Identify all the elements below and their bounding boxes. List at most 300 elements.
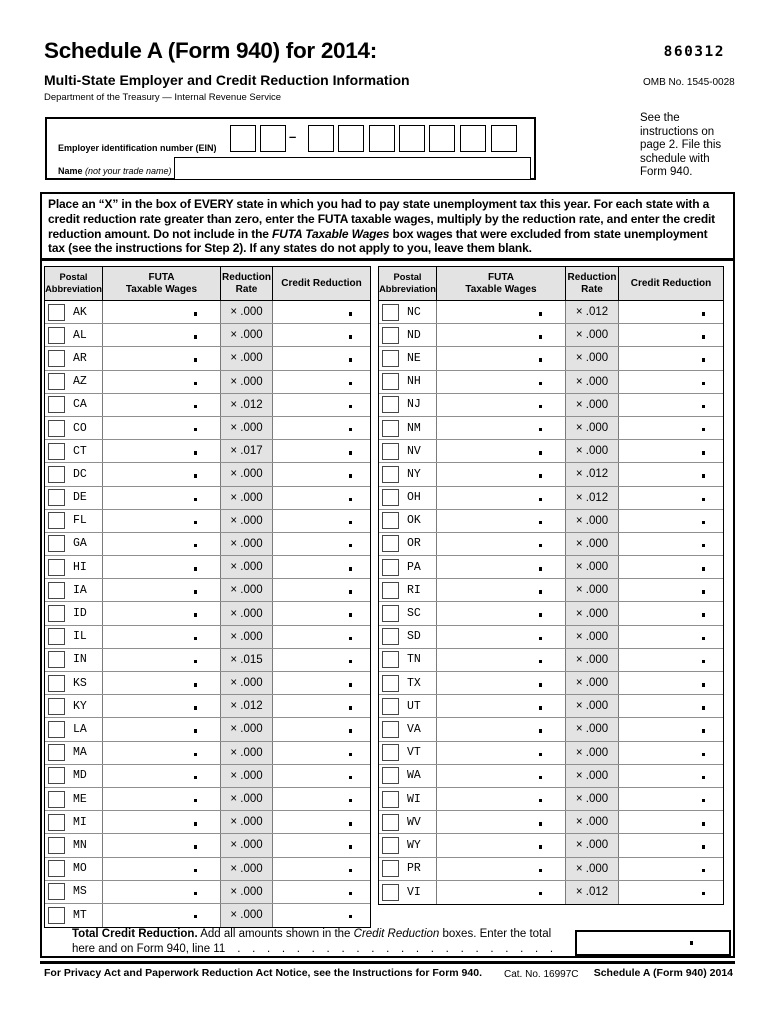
credit-reduction-field-IN[interactable] <box>273 649 370 671</box>
state-row <box>379 324 723 347</box>
futa-wages-field-MS[interactable] <box>103 881 221 903</box>
state-checkbox-WY[interactable] <box>382 837 399 854</box>
state-checkbox-AR[interactable] <box>48 350 65 367</box>
state-row <box>45 394 370 417</box>
state-checkbox-MA[interactable] <box>48 744 65 761</box>
state-checkbox-RI[interactable] <box>382 582 399 599</box>
futa-wages-field-KS[interactable] <box>103 672 221 694</box>
futa-wages-field-HI[interactable] <box>103 556 221 578</box>
header-futa-taxable-wages: FUTA Taxable Wages <box>103 267 221 300</box>
state-checkbox-CA[interactable] <box>48 396 65 413</box>
state-checkbox-NM[interactable] <box>382 420 399 437</box>
state-checkbox-ND[interactable] <box>382 327 399 344</box>
state-label-UT: UT <box>407 699 421 713</box>
name-label: Name (not your trade name) <box>58 166 172 176</box>
state-table-right <box>378 266 724 905</box>
futa-wages-field-NC[interactable] <box>437 301 566 323</box>
state-checkbox-IL[interactable] <box>48 628 65 645</box>
postal-cell <box>379 834 437 856</box>
postal-cell <box>379 510 437 532</box>
postal-cell <box>45 371 103 393</box>
state-checkbox-AK[interactable] <box>48 304 65 321</box>
credit-reduction-field-CT[interactable] <box>273 440 370 462</box>
postal-cell <box>379 463 437 485</box>
decimal-dot <box>349 358 353 362</box>
futa-wages-field-WI[interactable] <box>437 788 566 810</box>
postal-cell <box>379 858 437 880</box>
credit-reduction-field-OK[interactable] <box>619 510 723 532</box>
futa-wages-field-FL[interactable] <box>103 510 221 532</box>
futa-wages-field-AR[interactable] <box>103 347 221 369</box>
state-label-CT: CT <box>73 444 87 458</box>
decimal-dot <box>349 521 353 525</box>
reduction-rate-NJ: × .000 <box>566 394 619 416</box>
credit-reduction-field-WI[interactable] <box>619 788 723 810</box>
state-checkbox-NJ[interactable] <box>382 396 399 413</box>
futa-wages-field-VA[interactable] <box>437 718 566 740</box>
state-label-AZ: AZ <box>73 375 87 389</box>
reduction-rate-PA: × .000 <box>566 556 619 578</box>
decimal-dot <box>349 753 353 757</box>
credit-reduction-field-KY[interactable] <box>273 695 370 717</box>
state-checkbox-WA[interactable] <box>382 767 399 784</box>
header-futa-taxable-wages: FUTA Taxable Wages <box>437 267 566 300</box>
credit-reduction-field-GA[interactable] <box>273 533 370 555</box>
state-row <box>379 672 723 695</box>
form-id-footer: Schedule A (Form 940) 2014 <box>593 967 733 979</box>
credit-reduction-field-SD[interactable] <box>619 626 723 648</box>
state-checkbox-MO[interactable] <box>48 860 65 877</box>
credit-reduction-field-ND[interactable] <box>619 324 723 346</box>
postal-cell <box>45 347 103 369</box>
postal-cell <box>379 417 437 439</box>
credit-reduction-field-DE[interactable] <box>273 487 370 509</box>
futa-wages-field-IN[interactable] <box>103 649 221 671</box>
ein-digit-box-8[interactable] <box>460 125 486 152</box>
credit-reduction-field-CO[interactable] <box>273 417 370 439</box>
credit-reduction-field-HI[interactable] <box>273 556 370 578</box>
ein-digit-box-5[interactable] <box>369 125 395 152</box>
futa-wages-field-IA[interactable] <box>103 579 221 601</box>
ein-digit-box-2[interactable] <box>260 125 286 152</box>
state-checkbox-OK[interactable] <box>382 512 399 529</box>
credit-reduction-field-SC[interactable] <box>619 602 723 624</box>
futa-wages-field-SC[interactable] <box>437 602 566 624</box>
credit-reduction-field-CA[interactable] <box>273 394 370 416</box>
postal-cell <box>379 672 437 694</box>
reduction-rate-SC: × .000 <box>566 602 619 624</box>
futa-wages-field-OR[interactable] <box>437 533 566 555</box>
decimal-dot <box>702 312 706 316</box>
state-checkbox-WI[interactable] <box>382 791 399 808</box>
postal-cell <box>45 695 103 717</box>
futa-wages-field-ME[interactable] <box>103 788 221 810</box>
ein-digit-box-6[interactable] <box>399 125 425 152</box>
decimal-dot <box>349 822 353 826</box>
credit-reduction-field-VI[interactable] <box>619 881 723 904</box>
credit-reduction-field-AR[interactable] <box>273 347 370 369</box>
credit-reduction-field-NV[interactable] <box>619 440 723 462</box>
reduction-rate-TN: × .000 <box>566 649 619 671</box>
futa-wages-field-LA[interactable] <box>103 718 221 740</box>
futa-wages-field-KY[interactable] <box>103 695 221 717</box>
postal-cell <box>45 834 103 856</box>
credit-reduction-field-PA[interactable] <box>619 556 723 578</box>
state-checkbox-NH[interactable] <box>382 373 399 390</box>
credit-reduction-field-MA[interactable] <box>273 742 370 764</box>
total-line-1: Total Credit Reduction. Add all amounts shown in the Credit Reduction boxes. Enter the total <box>72 928 552 940</box>
futa-wages-field-MA[interactable] <box>103 742 221 764</box>
decimal-dot <box>702 637 706 641</box>
reduction-rate-RI: × .000 <box>566 579 619 601</box>
state-checkbox-IN[interactable] <box>48 651 65 668</box>
state-label-SC: SC <box>407 607 421 621</box>
state-label-CA: CA <box>73 398 87 412</box>
decimal-dot <box>539 498 543 502</box>
state-checkbox-IA[interactable] <box>48 582 65 599</box>
reduction-rate-MO: × .000 <box>221 858 273 880</box>
decimal-dot <box>539 892 543 896</box>
credit-reduction-field-KS[interactable] <box>273 672 370 694</box>
decimal-dot <box>194 567 198 571</box>
credit-reduction-field-NE[interactable] <box>619 347 723 369</box>
credit-reduction-field-PR[interactable] <box>619 858 723 880</box>
futa-wages-field-DC[interactable] <box>103 463 221 485</box>
state-checkbox-SD[interactable] <box>382 628 399 645</box>
ein-label: Employer identification number (EIN) <box>58 143 217 153</box>
futa-wages-field-AZ[interactable] <box>103 371 221 393</box>
futa-wages-field-PR[interactable] <box>437 858 566 880</box>
state-checkbox-AZ[interactable] <box>48 373 65 390</box>
decimal-dot <box>349 869 353 873</box>
credit-reduction-field-NM[interactable] <box>619 417 723 439</box>
state-checkbox-ME[interactable] <box>48 791 65 808</box>
state-row <box>379 811 723 834</box>
futa-wages-field-VT[interactable] <box>437 742 566 764</box>
state-label-NE: NE <box>407 351 421 365</box>
postal-cell <box>379 602 437 624</box>
futa-wages-field-GA[interactable] <box>103 533 221 555</box>
state-checkbox-OH[interactable] <box>382 489 399 506</box>
credit-reduction-field-OR[interactable] <box>619 533 723 555</box>
futa-wages-field-NY[interactable] <box>437 463 566 485</box>
futa-wages-field-UT[interactable] <box>437 695 566 717</box>
decimal-dot <box>194 799 198 803</box>
state-checkbox-TN[interactable] <box>382 651 399 668</box>
state-checkbox-VA[interactable] <box>382 721 399 738</box>
header-reduction-rate: Reduction Rate <box>221 267 273 300</box>
reduction-rate-AL: × .000 <box>221 324 273 346</box>
postal-cell <box>379 765 437 787</box>
futa-wages-field-TN[interactable] <box>437 649 566 671</box>
credit-reduction-field-MD[interactable] <box>273 765 370 787</box>
state-label-MS: MS <box>73 885 87 899</box>
credit-reduction-field-TN[interactable] <box>619 649 723 671</box>
reduction-rate-FL: × .000 <box>221 510 273 532</box>
futa-wages-field-NE[interactable] <box>437 347 566 369</box>
state-label-TX: TX <box>407 676 421 690</box>
state-label-HI: HI <box>73 560 87 574</box>
state-checkbox-SC[interactable] <box>382 605 399 622</box>
futa-wages-field-SD[interactable] <box>437 626 566 648</box>
side-note-line: See the <box>640 112 680 124</box>
credit-reduction-field-FL[interactable] <box>273 510 370 532</box>
state-row <box>45 742 370 765</box>
state-checkbox-MD[interactable] <box>48 767 65 784</box>
futa-wages-field-DE[interactable] <box>103 487 221 509</box>
credit-reduction-field-ME[interactable] <box>273 788 370 810</box>
state-checkbox-OR[interactable] <box>382 535 399 552</box>
reduction-rate-NC: × .012 <box>566 301 619 323</box>
futa-wages-field-WV[interactable] <box>437 811 566 833</box>
credit-reduction-field-ID[interactable] <box>273 602 370 624</box>
state-checkbox-MS[interactable] <box>48 883 65 900</box>
state-row <box>379 718 723 741</box>
reduction-rate-NH: × .000 <box>566 371 619 393</box>
name-input[interactable] <box>174 157 531 180</box>
state-label-MA: MA <box>73 746 87 760</box>
reduction-rate-VA: × .000 <box>566 718 619 740</box>
futa-wages-field-MN[interactable] <box>103 834 221 856</box>
futa-wages-field-AL[interactable] <box>103 324 221 346</box>
credit-reduction-field-NC[interactable] <box>619 301 723 323</box>
state-row <box>45 881 370 904</box>
credit-reduction-field-VT[interactable] <box>619 742 723 764</box>
postal-cell <box>379 347 437 369</box>
credit-reduction-field-TX[interactable] <box>619 672 723 694</box>
state-checkbox-CO[interactable] <box>48 420 65 437</box>
postal-cell <box>45 904 103 927</box>
decimal-dot <box>349 776 353 780</box>
reduction-rate-OK: × .000 <box>566 510 619 532</box>
state-checkbox-DE[interactable] <box>48 489 65 506</box>
catalog-number: Cat. No. 16997C <box>504 969 579 980</box>
state-label-FL: FL <box>73 514 87 528</box>
reduction-rate-IA: × .000 <box>221 579 273 601</box>
ein-digit-box-7[interactable] <box>429 125 455 152</box>
credit-reduction-field-LA[interactable] <box>273 718 370 740</box>
credit-reduction-field-IL[interactable] <box>273 626 370 648</box>
futa-wages-field-PA[interactable] <box>437 556 566 578</box>
state-checkbox-KS[interactable] <box>48 675 65 692</box>
state-label-ID: ID <box>73 607 87 621</box>
credit-reduction-field-DC[interactable] <box>273 463 370 485</box>
state-label-IL: IL <box>73 630 87 644</box>
futa-wages-field-CO[interactable] <box>103 417 221 439</box>
reduction-rate-MI: × .000 <box>221 811 273 833</box>
state-row <box>379 556 723 579</box>
reduction-rate-MS: × .000 <box>221 881 273 903</box>
futa-wages-field-ID[interactable] <box>103 602 221 624</box>
futa-wages-field-NJ[interactable] <box>437 394 566 416</box>
state-label-NV: NV <box>407 444 421 458</box>
postal-cell <box>45 463 103 485</box>
futa-wages-field-NH[interactable] <box>437 371 566 393</box>
ein-digit-box-4[interactable] <box>338 125 364 152</box>
state-row <box>45 533 370 556</box>
futa-wages-field-IL[interactable] <box>103 626 221 648</box>
decimal-dot <box>194 544 198 548</box>
header-reduction-rate: Reduction Rate <box>566 267 619 300</box>
instructions-paragraph: Place an “X” in the box of EVERY state in which you had to pay state unemployment tax this year. For each state with a credit reduction rate greater than zero, enter the FUTA taxable wages, multiply by the reduction rate, and enter the credit reduction amount. Do not include in the FUTA Taxable Wages box wages that were excluded from state unemployment tax (see the instructions for Step 2). If any states do not apply to you, leave them blank. <box>48 197 716 256</box>
decimal-dot <box>349 382 353 386</box>
credit-reduction-field-MS[interactable] <box>273 881 370 903</box>
credit-reduction-field-WY[interactable] <box>619 834 723 856</box>
futa-wages-field-OK[interactable] <box>437 510 566 532</box>
futa-wages-field-CA[interactable] <box>103 394 221 416</box>
state-checkbox-NV[interactable] <box>382 443 399 460</box>
postal-cell <box>379 811 437 833</box>
credit-reduction-field-OH[interactable] <box>619 487 723 509</box>
reduction-rate-IL: × .000 <box>221 626 273 648</box>
state-label-OR: OR <box>407 537 421 551</box>
state-checkbox-UT[interactable] <box>382 698 399 715</box>
state-label-NY: NY <box>407 467 421 481</box>
decimal-dot <box>702 358 706 362</box>
decimal-dot <box>702 613 706 617</box>
reduction-rate-MN: × .000 <box>221 834 273 856</box>
credit-reduction-field-AZ[interactable] <box>273 371 370 393</box>
futa-wages-field-WA[interactable] <box>437 765 566 787</box>
futa-wages-field-WY[interactable] <box>437 834 566 856</box>
credit-reduction-field-MO[interactable] <box>273 858 370 880</box>
futa-wages-field-MT[interactable] <box>103 904 221 927</box>
ein-digit-box-1[interactable] <box>230 125 256 152</box>
state-label-MI: MI <box>73 815 87 829</box>
state-checkbox-ID[interactable] <box>48 605 65 622</box>
decimal-dot <box>702 753 706 757</box>
state-label-IN: IN <box>73 653 87 667</box>
credit-reduction-field-IA[interactable] <box>273 579 370 601</box>
decimal-dot <box>539 613 543 617</box>
total-credit-reduction-field[interactable] <box>575 930 731 956</box>
credit-reduction-field-MI[interactable] <box>273 811 370 833</box>
decimal-dot <box>349 637 353 641</box>
credit-reduction-field-MT[interactable] <box>273 904 370 927</box>
dot-leaders: . . . . . . . . . . . . . . . . . . . . . . <box>237 943 554 956</box>
reduction-rate-NE: × .000 <box>566 347 619 369</box>
futa-wages-field-AK[interactable] <box>103 301 221 323</box>
credit-reduction-field-WA[interactable] <box>619 765 723 787</box>
decimal-dot <box>349 683 353 687</box>
decimal-dot <box>539 799 543 803</box>
state-checkbox-MT[interactable] <box>48 907 65 924</box>
reduction-rate-LA: × .000 <box>221 718 273 740</box>
postal-cell <box>379 556 437 578</box>
state-checkbox-CT[interactable] <box>48 443 65 460</box>
credit-reduction-field-AK[interactable] <box>273 301 370 323</box>
futa-wages-field-MO[interactable] <box>103 858 221 880</box>
credit-reduction-field-VA[interactable] <box>619 718 723 740</box>
decimal-dot <box>702 544 706 548</box>
decimal-dot <box>539 729 543 733</box>
state-checkbox-MI[interactable] <box>48 814 65 831</box>
state-checkbox-HI[interactable] <box>48 559 65 576</box>
futa-wages-field-ND[interactable] <box>437 324 566 346</box>
state-checkbox-MN[interactable] <box>48 837 65 854</box>
decimal-dot <box>194 405 198 409</box>
side-note-line: instructions on <box>640 125 715 138</box>
state-row <box>45 510 370 533</box>
futa-wages-field-CT[interactable] <box>103 440 221 462</box>
futa-wages-field-NV[interactable] <box>437 440 566 462</box>
futa-wages-field-RI[interactable] <box>437 579 566 601</box>
state-checkbox-DC[interactable] <box>48 466 65 483</box>
state-checkbox-WV[interactable] <box>382 814 399 831</box>
state-label-NH: NH <box>407 375 421 389</box>
state-checkbox-NY[interactable] <box>382 466 399 483</box>
decimal-dot <box>702 498 706 502</box>
state-checkbox-PR[interactable] <box>382 860 399 877</box>
decimal-dot <box>702 869 706 873</box>
side-note-line: schedule with <box>640 152 710 165</box>
credit-reduction-field-NJ[interactable] <box>619 394 723 416</box>
state-checkbox-TX[interactable] <box>382 675 399 692</box>
state-checkbox-VT[interactable] <box>382 744 399 761</box>
decimal-dot <box>539 822 543 826</box>
postal-cell <box>379 440 437 462</box>
state-checkbox-PA[interactable] <box>382 559 399 576</box>
credit-reduction-field-RI[interactable] <box>619 579 723 601</box>
state-checkbox-KY[interactable] <box>48 698 65 715</box>
credit-reduction-field-WV[interactable] <box>619 811 723 833</box>
state-row <box>45 347 370 370</box>
decimal-dot <box>702 776 706 780</box>
credit-reduction-field-MN[interactable] <box>273 834 370 856</box>
credit-reduction-field-NH[interactable] <box>619 371 723 393</box>
decimal-dot <box>194 382 198 386</box>
state-checkbox-VI[interactable] <box>382 884 399 901</box>
state-checkbox-NC[interactable] <box>382 304 399 321</box>
futa-wages-field-MD[interactable] <box>103 765 221 787</box>
futa-wages-field-VI[interactable] <box>437 881 566 904</box>
ein-digit-box-9[interactable] <box>491 125 517 152</box>
side-note-line: Form 940. <box>640 166 693 178</box>
state-checkbox-FL[interactable] <box>48 512 65 529</box>
credit-reduction-field-NY[interactable] <box>619 463 723 485</box>
reduction-rate-OR: × .000 <box>566 533 619 555</box>
state-checkbox-LA[interactable] <box>48 721 65 738</box>
reduction-rate-TX: × .000 <box>566 672 619 694</box>
state-row <box>379 579 723 602</box>
decimal-dot <box>194 915 198 919</box>
state-label-WA: WA <box>407 769 421 783</box>
state-checkbox-AL[interactable] <box>48 327 65 344</box>
page-title: Schedule A (Form 940) for 2014: <box>44 38 377 63</box>
ein-digit-box-3[interactable] <box>308 125 334 152</box>
decimal-dot <box>702 382 706 386</box>
futa-wages-field-MI[interactable] <box>103 811 221 833</box>
decimal-dot <box>194 729 198 733</box>
state-checkbox-NE[interactable] <box>382 350 399 367</box>
futa-wages-field-OH[interactable] <box>437 487 566 509</box>
decimal-dot <box>539 544 543 548</box>
futa-wages-field-NM[interactable] <box>437 417 566 439</box>
decimal-dot <box>349 915 353 919</box>
state-checkbox-GA[interactable] <box>48 535 65 552</box>
state-rows-left <box>45 301 370 927</box>
decimal-dot <box>349 498 353 502</box>
credit-reduction-field-AL[interactable] <box>273 324 370 346</box>
credit-reduction-field-UT[interactable] <box>619 695 723 717</box>
decimal-dot <box>539 312 543 316</box>
futa-wages-field-TX[interactable] <box>437 672 566 694</box>
decimal-dot <box>539 706 543 710</box>
decimal-dot <box>349 312 353 316</box>
state-row <box>45 904 370 927</box>
state-label-VI: VI <box>407 885 421 899</box>
state-row <box>379 881 723 904</box>
